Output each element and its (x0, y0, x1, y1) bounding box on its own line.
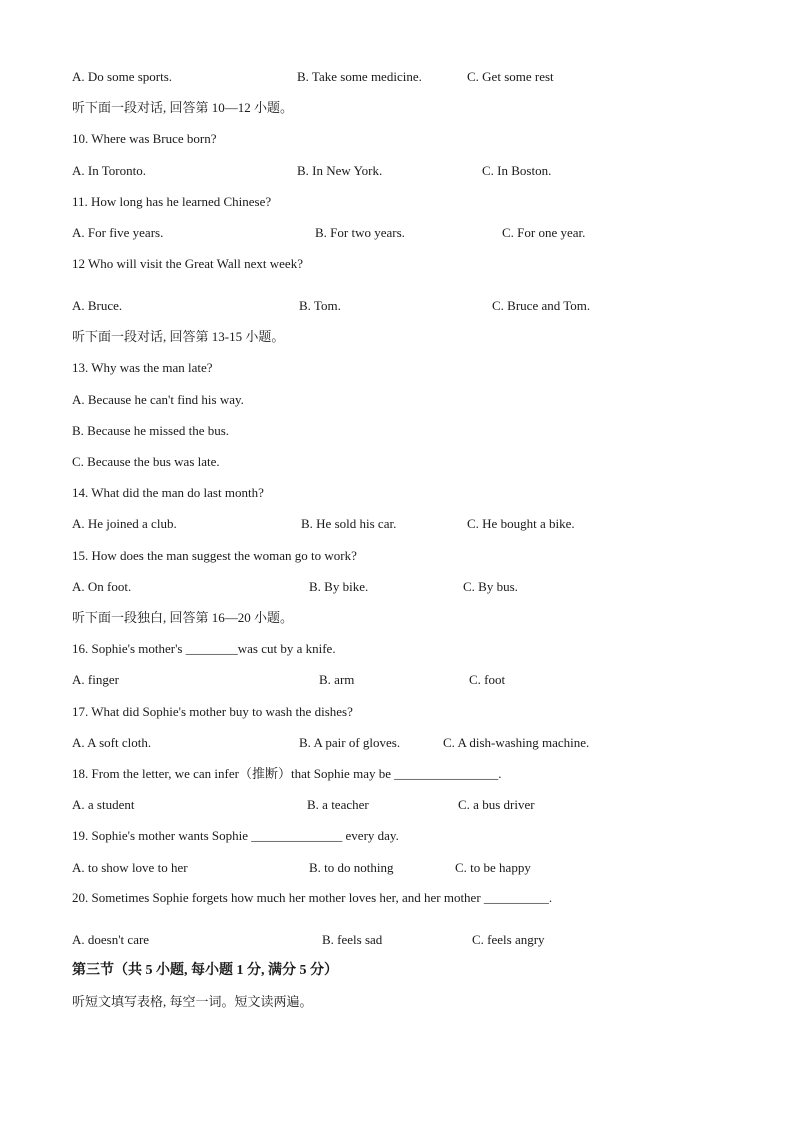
q17-option-b: B. A pair of gloves. (299, 735, 401, 750)
question-19: 19. Sophie's mother wants Sophie ______________ every day. (72, 828, 399, 843)
q9-option-a: A. Do some sports. (72, 69, 173, 84)
question-12: 12 Who will visit the Great Wall next week? (72, 256, 303, 271)
question-18: 18. From the letter, we can infer（推断）that Sophie may be ________________. (72, 766, 502, 781)
question-16: 16. Sophie's mother's ________was cut by a knife. (72, 641, 336, 656)
q12-option-c: C. Bruce and Tom. (492, 298, 591, 313)
q20-option-c: C. feels angry (472, 932, 545, 947)
q17-option-a: A. A soft cloth. (72, 735, 152, 750)
instruction-10-12: 听下面一段对话, 回答第 10—12 小题。 (72, 100, 294, 115)
q20-option-b: B. feels sad (322, 932, 383, 947)
q13-option-c: C. Because the bus was late. (72, 454, 220, 469)
question-11: 11. How long has he learned Chinese? (72, 194, 272, 209)
q14-option-c: C. He bought a bike. (467, 516, 575, 531)
section-3-title: 第三节（共 5 小题, 每小题 1 分, 满分 5 分） (72, 963, 338, 978)
q19-option-c: C. to be happy (455, 860, 531, 875)
q14-option-b: B. He sold his car. (301, 516, 397, 531)
q20-option-a: A. doesn't care (72, 932, 150, 947)
question-17: 17. What did Sophie's mother buy to wash the dishes? (72, 704, 353, 719)
q11-option-b: B. For two years. (315, 225, 405, 240)
q14-option-a: A. He joined a club. (72, 516, 177, 531)
q13-option-b: B. Because he missed the bus. (72, 423, 230, 438)
q18-option-a: A. a student (72, 797, 135, 812)
q19-option-b: B. to do nothing (309, 860, 394, 875)
q18-option-b: B. a teacher (307, 797, 369, 812)
question-15: 15. How does the man suggest the woman go to work? (72, 548, 357, 563)
q16-option-a: A. finger (72, 672, 119, 687)
q15-option-b: B. By bike. (309, 579, 369, 594)
q15-option-c: C. By bus. (463, 579, 518, 594)
section-3-instruction: 听短文填写表格, 每空一词。短文读两遍。 (72, 994, 313, 1009)
question-10: 10. Where was Bruce born? (72, 131, 217, 146)
q11-option-c: C. For one year. (502, 225, 586, 240)
q13-option-a: A. Because he can't find his way. (72, 392, 244, 407)
q10-option-a: A. In Toronto. (72, 163, 146, 178)
question-14: 14. What did the man do last month? (72, 485, 264, 500)
q12-option-b: B. Tom. (299, 298, 341, 313)
q18-option-c: C. a bus driver (458, 797, 535, 812)
q19-option-a: A. to show love to her (72, 860, 188, 875)
q9-option-b: B. Take some medicine. (297, 69, 422, 84)
q9-option-c: C. Get some rest (467, 69, 554, 84)
q12-option-a: A. Bruce. (72, 298, 123, 313)
instruction-13-15: 听下面一段对话, 回答第 13-15 小题。 (72, 329, 285, 344)
q10-option-b: B. In New York. (297, 163, 383, 178)
question-20: 20. Sometimes Sophie forgets how much her mother loves her, and her mother __________. (72, 890, 553, 905)
q15-option-a: A. On foot. (72, 579, 132, 594)
q16-option-c: C. foot (469, 672, 506, 687)
q17-option-c: C. A dish-washing machine. (443, 735, 590, 750)
q16-option-b: B. arm (319, 672, 355, 687)
q11-option-a: A. For five years. (72, 225, 164, 240)
instruction-16-20: 听下面一段独白, 回答第 16—20 小题。 (72, 610, 294, 625)
question-13: 13. Why was the man late? (72, 360, 213, 375)
q10-option-c: C. In Boston. (482, 163, 552, 178)
